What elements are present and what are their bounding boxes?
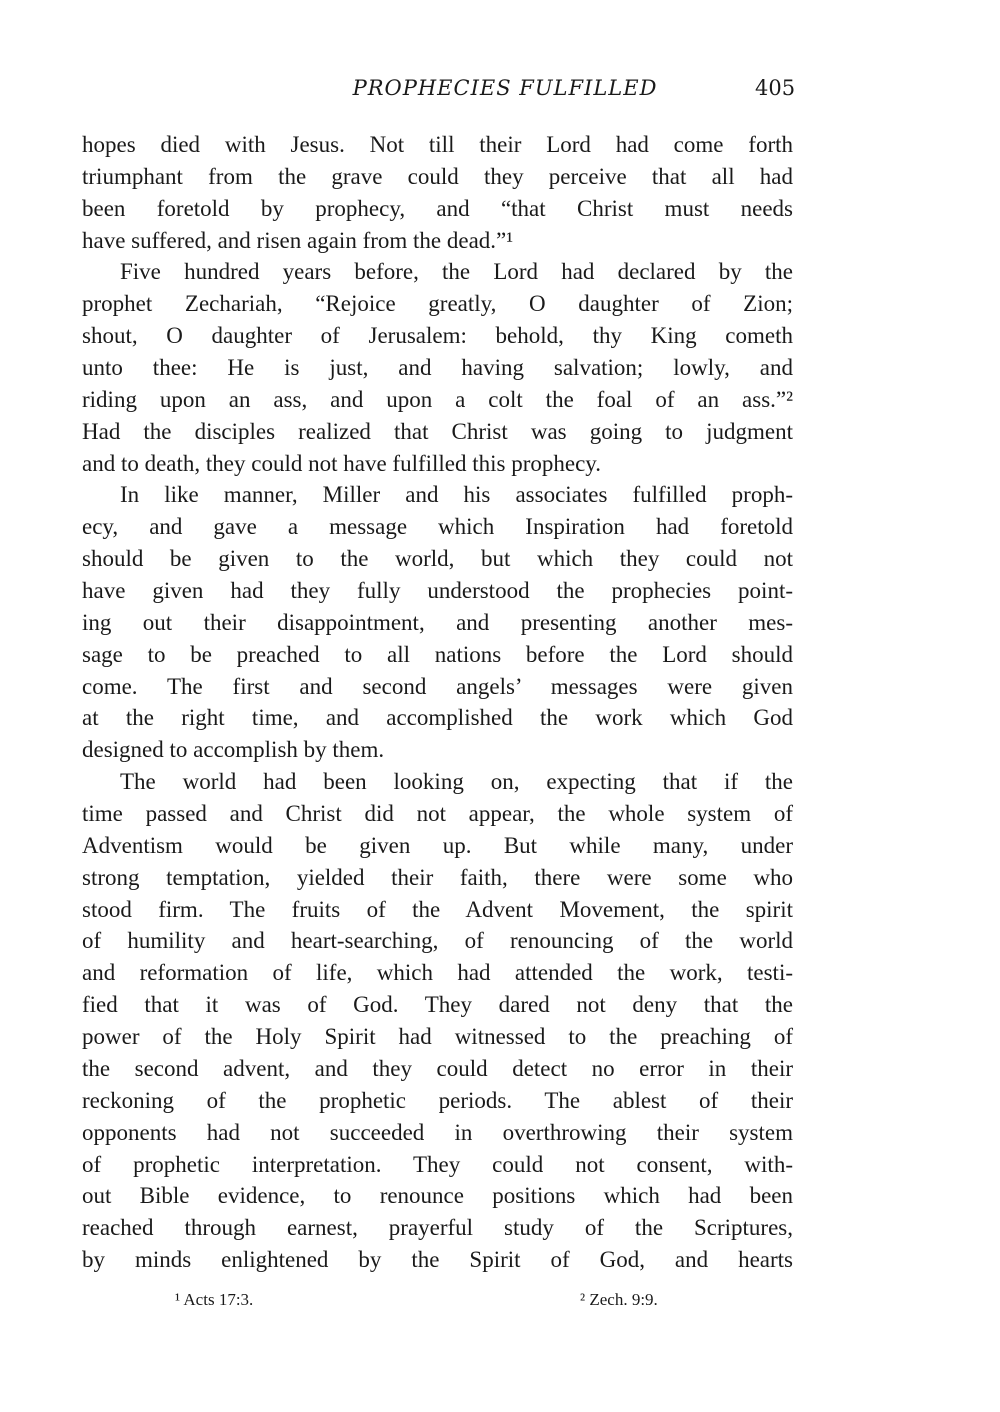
text-line: out Bible evidence, to renounce positions which had been [82, 1183, 793, 1209]
text-line: Had the disciples realized that Christ was going to judgment [82, 418, 793, 444]
text-line: ing out their disappointment, and presenting another mes- [82, 609, 793, 635]
footnote-1: ¹ Acts 17:3. [175, 1290, 254, 1309]
text-line: triumphant from the grave could they perceive that all had [82, 163, 793, 189]
text-line: opponents had not succeeded in overthrowing their system [82, 1119, 793, 1145]
text-line: unto thee: He is just, and having salvation; lowly, and [82, 355, 793, 381]
page-number: 405 [755, 76, 796, 100]
text-line: come. The first and second angels’ messages were given [82, 673, 793, 699]
text-line: the second advent, and they could detect no error in their [82, 1055, 793, 1081]
text-line: prophet Zechariah, “Rejoice greatly, O daughter of Zion; [82, 291, 793, 317]
text-line: Adventism would be given up. But while many, under [82, 832, 793, 858]
text-line: have given had they fully understood the prophecies point- [82, 578, 793, 604]
text-line: reckoning of the prophetic periods. The ablest of their [82, 1087, 793, 1113]
text-line: power of the Holy Spirit had witnessed to the preaching of [82, 1024, 793, 1050]
text-line: stood firm. The fruits of the Advent Movement, the spirit [82, 896, 793, 922]
running-header-title: PROPHECIES FULFILLED [352, 76, 658, 100]
text-line: of humility and heart-searching, of renouncing of the world [82, 928, 793, 954]
text-line: The world had been looking on, expecting that if the [120, 769, 793, 795]
body-text [82, 129, 793, 1276]
text-line: of prophetic interpretation. They could not consent, with- [82, 1151, 793, 1177]
text-line: shout, O daughter of Jerusalem: behold, thy King cometh [82, 323, 793, 349]
text-line: been foretold by prophecy, and “that Christ must needs [82, 195, 793, 221]
text-line: have suffered, and risen again from the dead.”¹ [82, 227, 514, 253]
text-line: hopes died with Jesus. Not till their Lord had come forth [82, 132, 793, 157]
text-line: In like manner, Miller and his associates fulfilled proph- [120, 482, 793, 508]
text-line: time passed and Christ did not appear, the whole system of [82, 801, 793, 827]
text-line: ecy, and gave a message which Inspiration had foretold [82, 514, 793, 540]
text-line: should be given to the world, but which they could not [82, 546, 793, 572]
text-line: and to death, they could not have fulfilled this prophecy. [82, 450, 602, 476]
text-line: by minds enlightened by the Spirit of God, and hearts [82, 1247, 793, 1273]
text-line: riding upon an ass, and upon a colt the foal of an ass.”² [82, 386, 793, 412]
text-line: and reformation of life, which had attended the work, testi- [82, 960, 793, 986]
text-line: designed to accomplish by them. [82, 737, 385, 763]
text-line: sage to be preached to all nations before the Lord should [82, 641, 793, 667]
text-line: Five hundred years before, the Lord had declared by the [120, 259, 793, 285]
text-line: at the right time, and accomplished the work which God [82, 705, 793, 731]
text-line: reached through earnest, prayerful study of the Scriptures, [82, 1215, 793, 1241]
text-line: fied that it was of God. They dared not deny that the [82, 992, 793, 1018]
footnote-2: ² Zech. 9:9. [580, 1290, 658, 1309]
text-line: strong temptation, yielded their faith, there were some who [82, 864, 793, 890]
